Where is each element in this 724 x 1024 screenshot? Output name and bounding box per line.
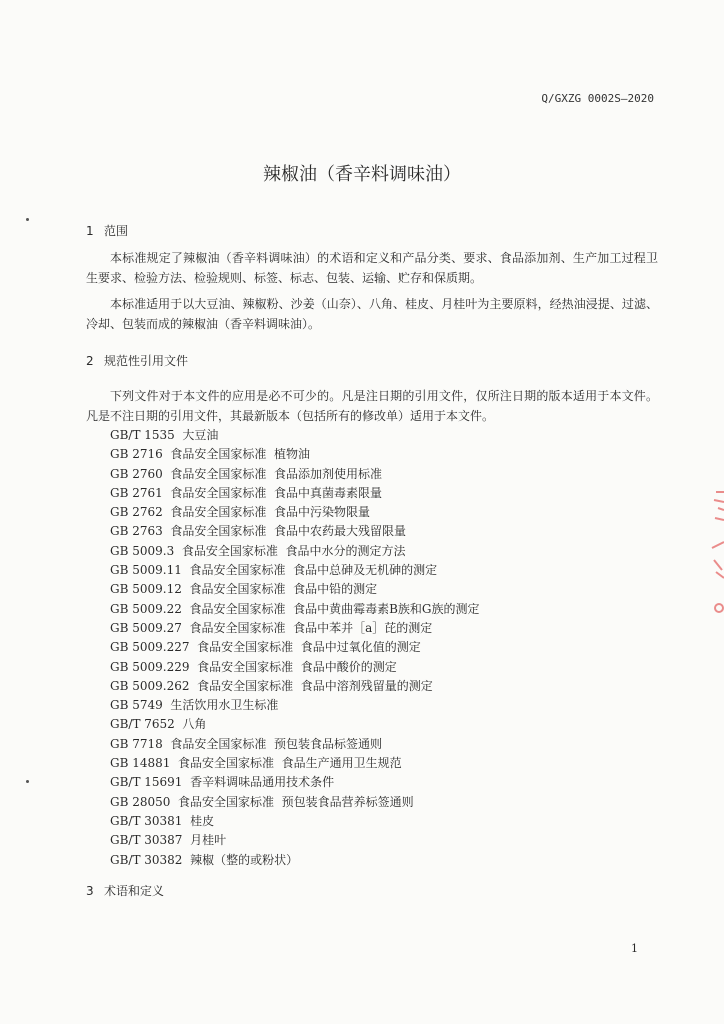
reference-item: GB 14881 食品安全国家标准 食品生产通用卫生规范 [110,756,402,771]
document-title: 辣椒油（香辛料调味油） [263,164,461,185]
reference-item: GB 5749 生活饮用水卫生标准 [110,698,279,713]
reference-item: GB 2762 食品安全国家标准 食品中污染物限量 [110,505,371,520]
reference-item: GB/T 15691 香辛料调味品通用技术条件 [110,775,335,790]
page-number: 1 [631,942,638,955]
section-number: 3 [86,884,94,898]
seal-stamp-graphic [710,488,724,528]
reference-list [110,426,480,870]
reference-item: GB/T 30381 桂皮 [110,813,215,828]
reference-item: GB 5009.227 食品安全国家标准 食品中过氧化值的测定 [110,640,421,655]
reference-item: GB 5009.11 食品安全国家标准 食品中总砷及无机砷的测定 [110,563,438,578]
scan-speck [26,780,29,783]
scope-paragraph-2: 本标准适用于以大豆油、辣椒粉、沙姜（山奈）、八角、桂皮、月桂叶为主要原料，经热油浸提、过滤、冷却、包装而成的辣椒油（香辛料调味油）。 [86,297,658,331]
reference-item: GB 5009.22 食品安全国家标准 食品中黄曲霉毒素B族和G族的测定 [110,601,480,616]
section-title: 术语和定义 [104,884,165,898]
reference-item: GB 5009.27 食品安全国家标准 食品中苯并［a］芘的测定 [110,620,433,635]
reference-item: GB/T 30387 月桂叶 [110,833,227,848]
reference-item: GB 2716 食品安全国家标准 植物油 [110,447,311,462]
references-intro: 下列文件对于本文件的应用是必不可少的。凡是注日期的引用文件，仅所注日期的版本适用于本文件。凡是不注日期的引用文件，其最新版本（包括所有的修改单）适用于本文件。 [86,389,658,423]
section-title: 范围 [104,224,129,238]
seal-stamp-fragment [710,488,724,528]
reference-item: GB 5009.3 食品安全国家标准 食品中水分的测定方法 [110,543,406,558]
standard-code: Q/GXZG 0002S—2020 [541,92,654,105]
section-3-heading [86,882,164,899]
seal-stamp-fragment [710,598,724,622]
section-1-heading [86,222,128,239]
reference-item: GB/T 30382 辣椒（整的或粉状） [110,852,299,867]
seal-stamp-fragment [710,540,724,580]
reference-item: GB 5009.12 食品安全国家标准 食品中铅的测定 [110,582,378,597]
scope-paragraph-1: 本标准规定了辣椒油（香辛料调味油）的术语和定义和产品分类、要求、食品添加剂、生产加工过程卫生要求、检验方法、检验规则、标签、标志、包装、运输、贮存和保质期。 [86,251,658,285]
reference-item: GB 5009.262 食品安全国家标准 食品中溶剂残留量的测定 [110,678,433,693]
reference-item: GB 2763 食品安全国家标准 食品中农药最大残留限量 [110,524,407,539]
reference-item: GB 2760 食品安全国家标准 食品添加剂使用标准 [110,466,383,481]
seal-stamp-graphic [710,598,724,622]
section-2-heading [86,352,188,369]
section-number: 1 [86,224,94,238]
reference-item: GB 5009.229 食品安全国家标准 食品中酸价的测定 [110,659,397,674]
reference-item: GB/T 1535 大豆油 [110,428,219,442]
reference-item: GB 28050 食品安全国家标准 预包装食品营养标签通则 [110,794,414,809]
section-title: 规范性引用文件 [104,354,189,368]
reference-item: GB 2761 食品安全国家标准 食品中真菌毒素限量 [110,485,383,500]
reference-item: GB/T 7652 八角 [110,717,207,732]
seal-stamp-graphic [710,540,724,580]
scan-speck [26,218,29,221]
reference-item: GB 7718 食品安全国家标准 预包装食品标签通则 [110,736,383,751]
section-number: 2 [86,354,94,368]
